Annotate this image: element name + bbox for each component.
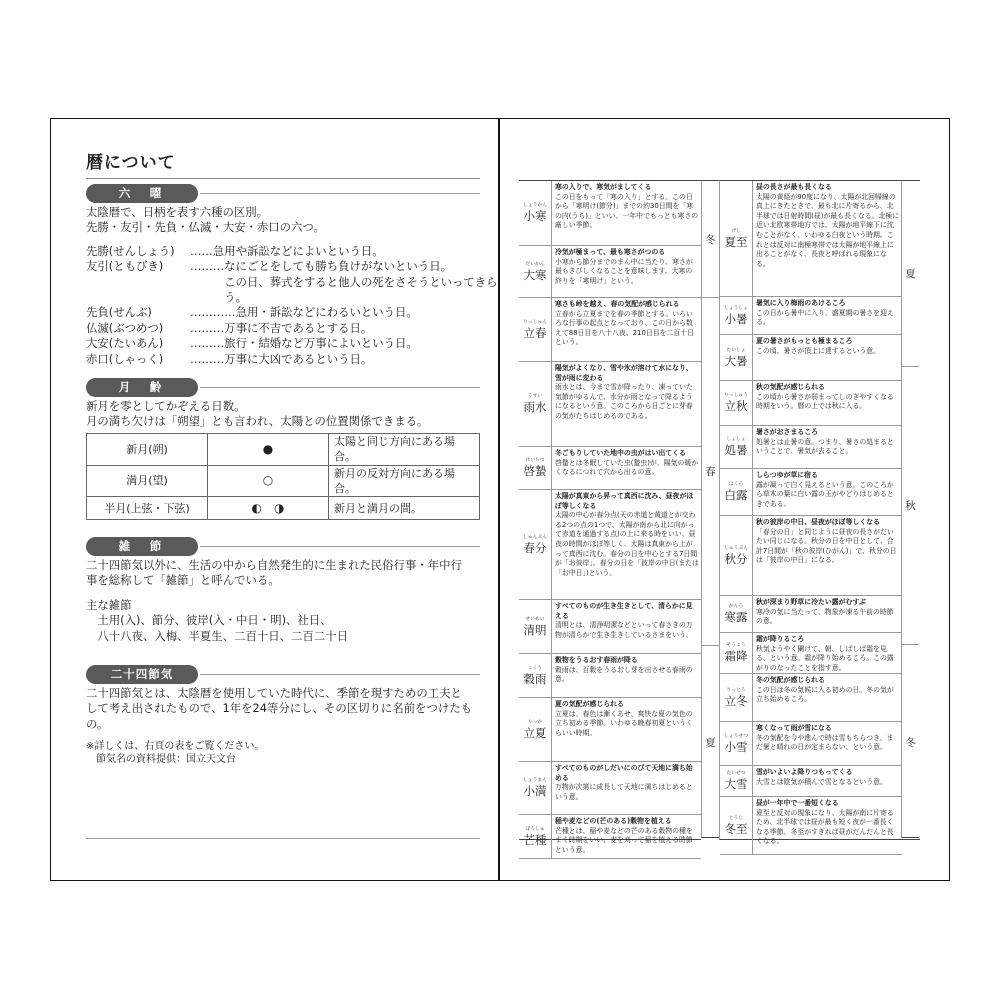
sekki-term-ruby: かんろ [728,604,744,609]
sekki-term-ruby: けいちつ [525,458,545,463]
sekki-term-name-cell [519,654,552,697]
section-rule [200,387,480,388]
sekki-section [86,665,480,766]
rokuyo-item-desc: …………急用・訴訟などにわるいという日。 [190,305,418,320]
sekki-term-desc [555,656,699,685]
sekki-term-heading: 稲や麦などの(芒のある)穀物を植える [555,817,672,825]
sekki-term-text: 太陽の黄経が90度になり、太陽が北回帰線の真上にきたときで、最も北に片寄るから、北半球では日射時間(昼)が最も長くなる。北極に近い北欧寒帯地方では、太陽が地平線下に沈むことがなく、いわゆる白夜という時期。これとは反対に南極寒帯では太陽が地平線上に出ることがなく、長夜と呼ばれる現象になる。 [756,192,900,268]
sekki-term-desc [555,764,699,802]
sekki-term-name: 冬至 [724,821,748,836]
sekki-term-name-cell [519,246,552,297]
sekki-term-name-cell [720,722,753,765]
season-column-left [701,180,719,838]
sekki-term-ruby: りっしゅう [724,393,748,398]
sekki-term-desc [555,449,699,478]
sekki-term-name: 小雪 [724,739,748,754]
sekki-term-name: 処暑 [724,443,748,457]
sekki-term-ruby: しょうかん [523,203,547,208]
sekki-term-name-cell [720,766,753,796]
sekki-term [720,469,902,516]
sekki-term-text: 露が凝って白く見えるという意。このころから草木の葉に白い露の玉がやどりはじめるときである。 [756,480,894,508]
sekki-term-text: 「春分の日」と同じように昼夜の長さがだいたい同じになる。秋分の日を中日として、合計7日間が「秋の彼岸(ひがん)」で、秋分の日は「彼岸の中日」になる。 [756,527,897,565]
sekki-term-ruby: しょしょ [726,437,746,442]
sekki-term-name: 立冬 [724,693,748,708]
sekki-term-name-cell [720,381,753,425]
season-label: 春 [702,298,719,646]
moon-phase-symbol: ● [208,433,329,465]
rokuyo-item-desc: ……急用や訴訟などによいという日。 [190,243,384,258]
moon-phase-symbol: ◐ ◑ [208,497,329,520]
moon-intro-line: 月の満ち欠けは「朔望」とも言われ、太陽との位置関係できまる。 [86,414,429,429]
sekki-term-desc [555,183,699,231]
rokuyo-item-name [86,275,190,290]
sekki-term [720,766,902,797]
sekki-term-desc [756,598,900,627]
sekki-term-ruby: げし [731,228,741,234]
sekki-term [720,381,902,426]
rokuyo-section [86,184,498,367]
sekki-term-name-cell [519,181,552,245]
sekki-term-ruby: りっか [527,719,543,725]
sekki-term-name: 秋分 [724,551,748,566]
sekki-intro-line: 二十四節気とは、太陰暦を使用していた時代に、季節を現すための工夫と [86,686,462,700]
sekki-term-ruby: しょうまん [523,778,547,783]
sekki-term-heading: 秋の彼岸の中日、昼夜がほぼ等しくなる [756,518,881,526]
sekki-term-text: この日は冬の気候に入る初めの日。冬の気が立ち始めるころ。 [756,685,894,704]
sekki-term-name: 霜降 [724,649,748,663]
sekki-term-desc [756,337,900,356]
sekki-term-name: 雨水 [523,400,547,414]
sekki-term-heading: 雪がいよいよ降りつもってくる [756,768,853,776]
sekki-term-name: 大暑 [724,353,748,368]
sekki-term [519,246,701,298]
sekki-term-name-cell [720,516,753,595]
rokuyo-item [86,336,480,351]
sekki-term-name-cell [519,762,552,814]
rokuyo-list [86,243,498,367]
sekki-term-text: この日から暑中に入り、盛夏期の暑さを迎える。 [756,308,894,327]
zassetsu-list-title: 主な雑節 [86,597,132,612]
season-column-right [901,180,919,838]
sekki-term [720,426,902,469]
rokuyo-item-name: 友引(ともびき) [86,259,164,274]
sekki-term-ruby: しょうしょ [724,305,748,311]
sekki-term-name: 大寒 [523,267,547,282]
rokuyo-item-desc: ………万事に大凶であるという日。 [190,351,373,366]
sekki-term-name: 春分 [523,540,547,555]
sekki-term-name-cell [720,469,753,515]
sekki-term-heading: 昼の長さが最も長くなる [756,183,832,191]
zassetsu-intro-line: 事を総称して「雑節」と呼んでいる。 [86,573,280,588]
sekki-term-name: 小満 [523,784,547,798]
sekki-term-text: 万物が次第に成長して天地に満ちはじめるという意。 [555,783,693,801]
sekki-term-desc [555,817,699,855]
season-label: 夏 [705,737,716,749]
rokuyo-item [86,305,480,320]
moon-phase-name: 満月(望) [87,465,208,497]
sekki-term-name-cell [720,797,753,854]
sekki-term-ruby: りっとう [726,687,746,693]
section-rule [200,193,480,194]
sekki-term-heading: しらつゆが草に宿る [756,471,818,479]
sekki-term-desc [756,428,900,457]
book-spine [498,118,500,881]
moon-section [86,378,480,520]
sekki-term-text: 太陽の中心が春分点(天の赤道と黄道とが交わる2つの点の1つで、太陽が南から北に向かって赤道を通過する点)の上に来る時をいい、昼夜の時間がほぼ等しく、太陽は真東から上がって真西に沈む。春分の日を中心とする7日間が「お彼岸」。春分の日を「彼岸の中日(または「お中日」)という。 [555,511,699,577]
page-title: 暦について [86,153,176,173]
sekki-term-desc [555,492,699,578]
sekki-term [519,298,701,362]
sekki-term [519,815,701,859]
season-label: 冬 [905,736,916,749]
sekki-term [720,633,902,674]
sekki-term-desc [756,768,900,787]
moon-table-row [87,465,480,497]
moon-table [86,433,480,521]
sekki-term-text: 雨水とは、今まで雪が降ったり、凍っていた気節がゆるんで、水分が雨となって降るようになるという意。このころから日ごとに芽春の気がたちはじめるのである。 [555,383,693,420]
rokuyo-item [86,244,480,259]
sekki-term-ruby: しゅうぶん [724,545,748,551]
sekki-term-name: 大雪 [724,777,748,791]
sekki-term-text: 処暑とは止暑の意。つまり、暑さの処まるということで、暑気が去ること。 [756,437,894,456]
season-label: 秋 [902,367,919,645]
sekki-term-name-cell [519,600,552,653]
sekki-term-text: この頃から暑さが弱まってしのぎやすくなる時期をいう。暦の上では秋に入る。 [756,392,894,411]
sekki-term-desc [555,364,699,422]
sekki-term-desc [555,700,699,738]
sekki-term-name-cell [519,698,552,761]
rokuyo-item [86,274,498,290]
rokuyo-item-desc: ………旅行・結婚など万事によいという日。 [190,336,418,351]
sekki-term [519,447,701,490]
sekki-term [720,516,902,596]
sekki-term-heading: 陽気がよくなり、雪や氷が溶けて水になり、雪が雨に変わる [555,364,693,382]
sekki-term-heading: 冷気が極まって、最も寒さがつのる [555,248,666,256]
sekki-term-ruby: はくろ [728,482,744,487]
moon-phase-name: 半月(上弦・下弦) [87,497,208,520]
sekki-term-desc [756,635,900,673]
sekki-term-text: 穀雨は、百穀をうるおし芽を出させる春雨の意。 [555,665,693,684]
sekki-term-name: 穀雨 [523,671,547,686]
season-label: 夏 [902,181,919,367]
moon-heading: 月 齢 [86,378,198,397]
moon-table-row [87,433,480,465]
sekki-term-heading: すべてのものが生き生きとして、清らかに見える [555,602,693,620]
sekki-term-heading: 秋が深まり野草に冷たい露がむすぶ [756,598,866,606]
sekki-term [519,654,701,698]
sekki-term-text: 小寒から節分までのまん中に当たり、寒さが最もきびしくなることを意味します。大寒の終りを「寒明け」という。 [555,257,693,285]
sekki-term [720,297,902,335]
zassetsu-intro-line: 二十四節気以外に、生活の中から自然発生的に生まれた民俗行事・年中行 [86,558,462,572]
sekki-intro-line: して考え出されたもので、1年を24等分にし、その区切りに名前をつけたも [86,701,473,716]
sekki-term-heading: 冬の気配が感じられる [756,676,825,684]
sekki-term-ruby: そうこう [726,643,746,648]
sekki-term-ruby: とうじ [728,815,744,821]
sekki-term-text: 芒種とは、稲や麦などの芒のある穀物の種をまく時期をいい、麦を刈って稲を植える時節という意。 [555,826,693,854]
sekki-term-ruby: だいかん [525,261,545,267]
sekki-term-name-cell [519,298,552,361]
sekki-term-heading: 暑さがおさまるころ [756,428,819,436]
sekki-term-heading: 寒さも峠を越え、春の気配が感じられる [555,300,680,308]
sekki-heading: 二十四節気 [86,665,198,684]
sekki-term-name: 芒種 [523,832,547,847]
sekki-term-desc [555,300,699,348]
sekki-term-text: この日をもって「寒の入り」とする。この日から「寒明け(節分)」までの約30日間を「寒の内(うち)」といい、一年中でもっとも寒さの厳しい季節。 [555,192,699,230]
sekki-term-text: 啓蟄とは冬眠していた虫(蟄虫)が、陽気の暖かくなるにつれて穴から出るの意。 [555,458,699,477]
sekki-term-name-cell [720,596,753,632]
sekki-term-name-cell [720,297,753,334]
sekki-term-heading: 冬ごもりしていた地中の虫がはい出てくる [555,449,686,457]
sekki-term [519,762,701,815]
sekki-term-heading: 寒くなって雨が雪になる [756,724,832,732]
sekki-term [720,797,902,855]
season-label: 冬 [702,181,719,298]
sekki-term-ruby: りっしゅん [523,319,547,325]
sekki-term-name-cell [720,426,753,468]
moon-phase-symbol: ○ [208,465,329,497]
sekki-intro-line: の。 [86,716,109,731]
left-page [86,150,480,176]
sekki-term [519,181,701,246]
sekki-term-desc [555,248,699,286]
sekki-note: ※詳しくは、右頁の表をご覧ください。 [86,741,265,753]
sekki-term-name-cell [720,674,753,721]
sekki-term-ruby: せいめい [525,616,545,622]
moon-table-row [87,497,480,520]
sekki-term-text: 冬の気配を今や進んで時は雪もちらつき、まだ暑と晴れの日が定まらない、という意。 [756,733,894,752]
sekki-term-name: 夏至 [724,234,748,249]
sekki-term [720,722,902,766]
sekki-term-heading: 昼が一年中で一番短くなる [756,799,839,807]
sekki-term-ruby: こくう [527,665,543,671]
sekki-term-desc [756,799,900,847]
moon-intro-line: 新月を零としてかぞえる日数。 [86,399,246,413]
sekki-term [519,362,701,447]
sekki-term-desc [555,602,699,640]
sekki-term-desc [756,383,900,412]
sekki-term-desc [756,676,900,705]
sekki-term-heading: 寒の入りで、寒気がましてくる [555,183,652,191]
rokuyo-item-desc: ………万事に不吉であるとする日。 [190,320,373,335]
section-rule [200,674,480,675]
sekki-term-name: 寒露 [724,610,748,624]
sekki-term-name: 啓蟄 [523,464,547,478]
sekki-term-desc [756,518,900,566]
rokuyo-item-desc: う。 [190,290,247,305]
title-rule [86,178,480,179]
rokuyo-item-name: 赤口(しゃっく) [86,351,164,366]
zassetsu-section [86,537,480,644]
zassetsu-list-line: 八十八夜、入梅、半夏生、二百十日、二百二十日 [86,628,348,643]
rokuyo-item-name: 大安(たいあん) [86,336,164,351]
sekki-term-text: 秋気ようやく闌けて、朝、しばしば霜を見る、という意。霜が降り始めるころ。この露がりのなったことを指す意。 [756,644,894,672]
sekki-term-ruby: たいせつ [726,771,746,776]
sekki-term-ruby: たいしょ [726,347,746,353]
rokuyo-intro-line: 先勝・友引・先負・仏滅・大安・赤口の六つ。 [86,220,325,235]
sekki-term-name-cell [519,362,552,446]
sekki-term-name: 立夏 [523,725,547,740]
sekki-term [519,490,701,600]
rokuyo-item-name: 先負(せんぶ) [86,305,152,320]
rokuyo-item-name: 仏滅(ぶつめつ) [86,320,164,335]
sekki-term [519,600,701,654]
sekki-term-name: 小暑 [724,311,748,326]
rokuyo-item-name [86,290,190,305]
moon-phase-desc: 新月の反対方向にある場合。 [329,465,480,497]
sekki-term [720,181,902,297]
sekki-term-ruby: うすい [527,394,543,399]
sekki-term-name-cell [519,447,552,489]
sekki-note: 節気名の資料提供：国立天文台 [86,754,236,766]
sekki-term-name-cell [519,815,552,858]
sekki-term-heading: 霜が降りるころ [756,635,805,643]
sekki-term-text: 寒冷の気に当たって、物象が凍る午前の時節の意。 [756,607,894,626]
rokuyo-item-name: 先勝(せんしょう) [86,243,175,258]
sekki-term [720,596,902,633]
zassetsu-heading: 雑 節 [86,537,198,556]
sekki-term-text: この頃、暑さが頂上に達するという意。 [756,346,881,355]
sekki-term-heading: 秋の気配が感じられる [756,383,825,391]
moon-phase-desc: 新月と満月の間。 [329,497,480,520]
sekki-table-left [519,180,701,854]
sekki-term-text: 立夏は、春色は漸くあせ、爽快な夏の気色の立ち初める季節。いわゆる晩春初夏というくらいい時期。 [555,709,693,737]
sekki-term [720,674,902,722]
rokuyo-heading: 六 曜 [86,184,198,203]
rokuyo-item-desc: ………なにごとをしても勝ち負けがないという日。 [190,259,452,274]
sekki-term-heading: すべてのものがしだいにのびて天地に満ち始める [555,764,693,782]
sekki-term-desc [756,299,900,328]
sekki-term-heading: 暑気に入り梅雨のあけるころ [756,299,846,307]
sekki-term [720,335,902,381]
sekki-term-text: 大雪とは陰気が積んで雪となるという意。 [756,777,887,786]
sekki-term-text: 清明とは、清浄明潔などといって春さきの万物が清らかで生き生きしているさまをいう。 [555,621,693,639]
sekki-term-name: 小寒 [523,209,547,223]
rokuyo-intro-line: 太陰暦で、日柄を表す六種の区別。 [86,205,269,219]
sekki-term-name-cell [720,335,753,380]
sekki-term-text: 夏至と反対の現象になり、太陽が南に片寄るため、北半球では昼が最も短く夜が一番長くなる季節。冬至がすぎれば昼がだんだんと長くなる。 [756,808,894,846]
sekki-term-ruby: しょうせつ [724,733,748,739]
sekki-term-desc [756,471,900,509]
sekki-term-text: 立春から立夏までを春の季節とする。いろいろな行事の起点となっており、この日から数えて88日目を八十八夜、210日目を二百十日という。 [555,309,695,347]
zassetsu-list-line: 土用(入)、節分、彼岸(入・中日・明)、社日、 [86,613,332,628]
sekki-term-heading: 夏の暑さがもっとも極まるころ [756,337,853,345]
sekki-term-name-cell [720,633,753,673]
sekki-term-name-cell [519,490,552,599]
sekki-term-heading: 穀物をうるおす春雨が降る [555,656,638,664]
sekki-term-desc [756,724,900,753]
sekki-term-heading: 太陽が真東から昇って真西に沈み、昼夜がほぼ等しくなる [555,492,694,510]
sekki-term-name: 立春 [523,325,547,340]
section-rule [200,546,480,547]
sekki-term-ruby: しゅんぶん [523,534,547,540]
sekki-term [519,698,701,762]
moon-phase-desc: 太陽と同じ方向にある場合。 [329,433,480,465]
rokuyo-item [86,352,480,367]
sekki-term-heading: 夏の気配が感じられる [555,700,624,708]
sekki-term-name: 清明 [523,622,547,637]
sekki-term-desc [756,183,900,269]
sekki-term-name: 白露 [724,488,748,502]
sekki-term-name: 立秋 [724,399,748,413]
rokuyo-item-desc: この日、葬式をすると他人の死をさそうといってきら [190,274,498,289]
sekki-term-name-cell [720,181,753,296]
sekki-table-right [719,180,920,846]
rokuyo-item [86,290,480,305]
moon-phase-name: 新月(朔) [87,433,208,465]
rokuyo-item [86,321,480,336]
sekki-term-ruby: ぼうしゅ [525,826,545,832]
rokuyo-item [86,259,480,274]
bottom-rule [86,838,480,839]
